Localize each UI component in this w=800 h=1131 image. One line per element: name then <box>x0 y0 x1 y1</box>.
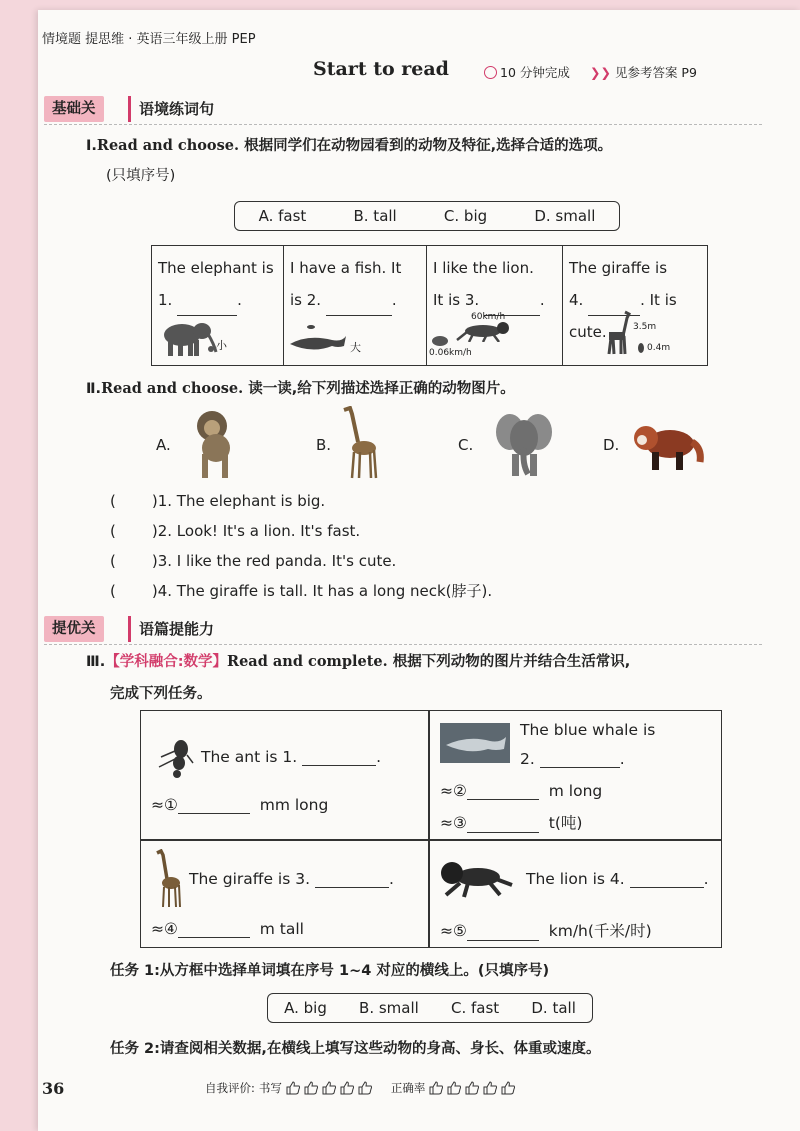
q2-option-d: D. <box>603 436 620 454</box>
thumbs-up-icon[interactable] <box>358 1081 373 1095</box>
lion-icon <box>186 408 244 480</box>
giraffe-icon <box>603 310 633 356</box>
answer-blank[interactable] <box>177 297 237 316</box>
answer-blank[interactable] <box>315 869 389 888</box>
answer-reference: ❯❯ 见参考答案 P9 <box>590 65 697 80</box>
answer-blank[interactable] <box>467 922 539 941</box>
task-2: 任务 2:请查阅相关数据,在横线上填写这些动物的身高、身长、体重或速度。 <box>110 1041 601 1057</box>
answer-blank[interactable] <box>467 814 539 833</box>
section-tag: 提优关 <box>44 616 104 642</box>
answer-paren-blank[interactable] <box>116 558 152 576</box>
time-limit: 10 分钟完成 <box>484 63 570 81</box>
answer-blank[interactable] <box>630 869 704 888</box>
option-c: C. big <box>443 207 488 225</box>
series-title: 情境题 提思维 · 英语三年级上册 PEP <box>42 32 256 47</box>
q2-option-b: B. <box>316 436 332 454</box>
task-1: 任务 1:从方框中选择单词填在序号 1~4 对应的横线上。(只填序号) <box>110 963 550 979</box>
q1-cell-2: I have a fish. It is 2. . 大 <box>284 246 427 365</box>
q3-title-cont: 完成下列任务。 <box>110 686 212 702</box>
option-c: C. fast <box>451 999 500 1017</box>
q3-title: Ⅲ.【学科融合:数学】Read and complete. 根据下列动物的图片并结合生活常识, <box>86 653 631 670</box>
whale-icon <box>288 332 348 354</box>
answer-paren-blank[interactable] <box>116 588 152 606</box>
q3-cell-whale: The blue whale is 2. . ≈② m long ≈③ t(吨) <box>440 721 656 832</box>
q1-cell-4: The giraffe is 4. . It is cute. 3.5m 0.4m <box>563 246 707 365</box>
answer-blank[interactable] <box>467 781 539 800</box>
page-number: 36 <box>42 1079 65 1098</box>
answer-blank[interactable] <box>302 747 376 766</box>
accuracy-rating[interactable] <box>429 1081 516 1095</box>
q3-table <box>140 710 722 948</box>
thumbs-up-icon[interactable] <box>340 1081 355 1095</box>
q2-option-c: C. <box>458 436 474 454</box>
turtle-icon <box>429 334 451 346</box>
q1-cell-3: I like the lion. It is 3. . 60km/h 0.06km/h <box>427 246 563 365</box>
section-advanced <box>44 616 762 642</box>
sentence-2: ( )2. Look! It's a lion. It's fast. <box>110 516 492 546</box>
sentence-4: ( )4. The giraffe is tall. It has a long neck(脖子). <box>110 576 492 606</box>
option-d: D. tall <box>531 999 576 1017</box>
q3-cell-giraffe: The giraffe is 3. . ≈④ m tall <box>141 841 428 948</box>
answer-blank[interactable] <box>540 749 620 768</box>
mouse-icon <box>206 344 216 354</box>
self-evaluation: 自我评价: 书写 正确率 <box>205 1080 530 1096</box>
q2-title: Ⅱ.Read and choose. 读一读,给下列描述选择正确的动物图片。 <box>86 380 515 397</box>
q3-word-box <box>267 993 593 1023</box>
q1-word-box <box>234 201 620 231</box>
ant-icon <box>155 735 195 779</box>
q1-table <box>151 245 708 366</box>
answer-paren-blank[interactable] <box>116 528 152 546</box>
red-panda-icon <box>630 418 704 472</box>
thumbs-up-icon[interactable] <box>304 1081 319 1095</box>
section-basic <box>44 96 762 122</box>
option-b: B. small <box>359 999 419 1017</box>
option-b: B. tall <box>353 207 397 225</box>
sentence-3: ( )3. I like the red panda. It's cute. <box>110 546 492 576</box>
thumbs-up-icon[interactable] <box>483 1081 498 1095</box>
writing-rating[interactable] <box>286 1081 373 1095</box>
q1-cell-1: The elephant is 1. . 小 <box>152 246 284 365</box>
q3-cell-lion: The lion is 4. . ≈⑤ km/h(千米/时) <box>430 841 722 948</box>
q2-option-a: A. <box>156 436 171 454</box>
answer-blank[interactable] <box>178 795 250 814</box>
option-d: D. small <box>534 207 596 225</box>
small-fish-icon <box>306 324 316 330</box>
option-a: A. fast <box>258 207 307 225</box>
small-animal-icon <box>637 342 645 354</box>
thumbs-up-icon[interactable] <box>429 1081 444 1095</box>
section-tag: 基础关 <box>44 96 104 122</box>
answer-paren-blank[interactable] <box>116 498 152 516</box>
thumbs-up-icon[interactable] <box>501 1081 516 1095</box>
page-title: Start to read <box>313 58 449 80</box>
running-lion-icon <box>453 320 513 342</box>
answer-blank[interactable] <box>326 297 392 316</box>
double-chevron-icon: ❯❯ <box>590 65 611 80</box>
section-subtitle: 语境练词句 <box>128 96 214 122</box>
giraffe-icon <box>338 406 382 480</box>
sentence-1: ( )1. The elephant is big. <box>110 486 492 516</box>
option-a: A. big <box>284 999 327 1017</box>
giraffe-icon <box>151 849 181 909</box>
q3-cell-ant: The ant is 1. . ≈① mm long <box>141 711 428 839</box>
blue-whale-icon <box>440 723 510 763</box>
clock-icon <box>484 66 497 79</box>
elephant-icon <box>488 408 558 478</box>
thumbs-up-icon[interactable] <box>465 1081 480 1095</box>
thumbs-up-icon[interactable] <box>322 1081 337 1095</box>
answer-blank[interactable] <box>178 919 250 938</box>
running-lion-icon <box>438 859 514 899</box>
thumbs-up-icon[interactable] <box>286 1081 301 1095</box>
thumbs-up-icon[interactable] <box>447 1081 462 1095</box>
section-subtitle: 语篇提能力 <box>128 616 214 642</box>
q1-title: Ⅰ.Read and choose. 根据同学们在动物园看到的动物及特征,选择合适的选项。 <box>86 137 613 154</box>
q1-note: (只填序号) <box>106 168 176 184</box>
q2-sentences <box>110 486 492 606</box>
